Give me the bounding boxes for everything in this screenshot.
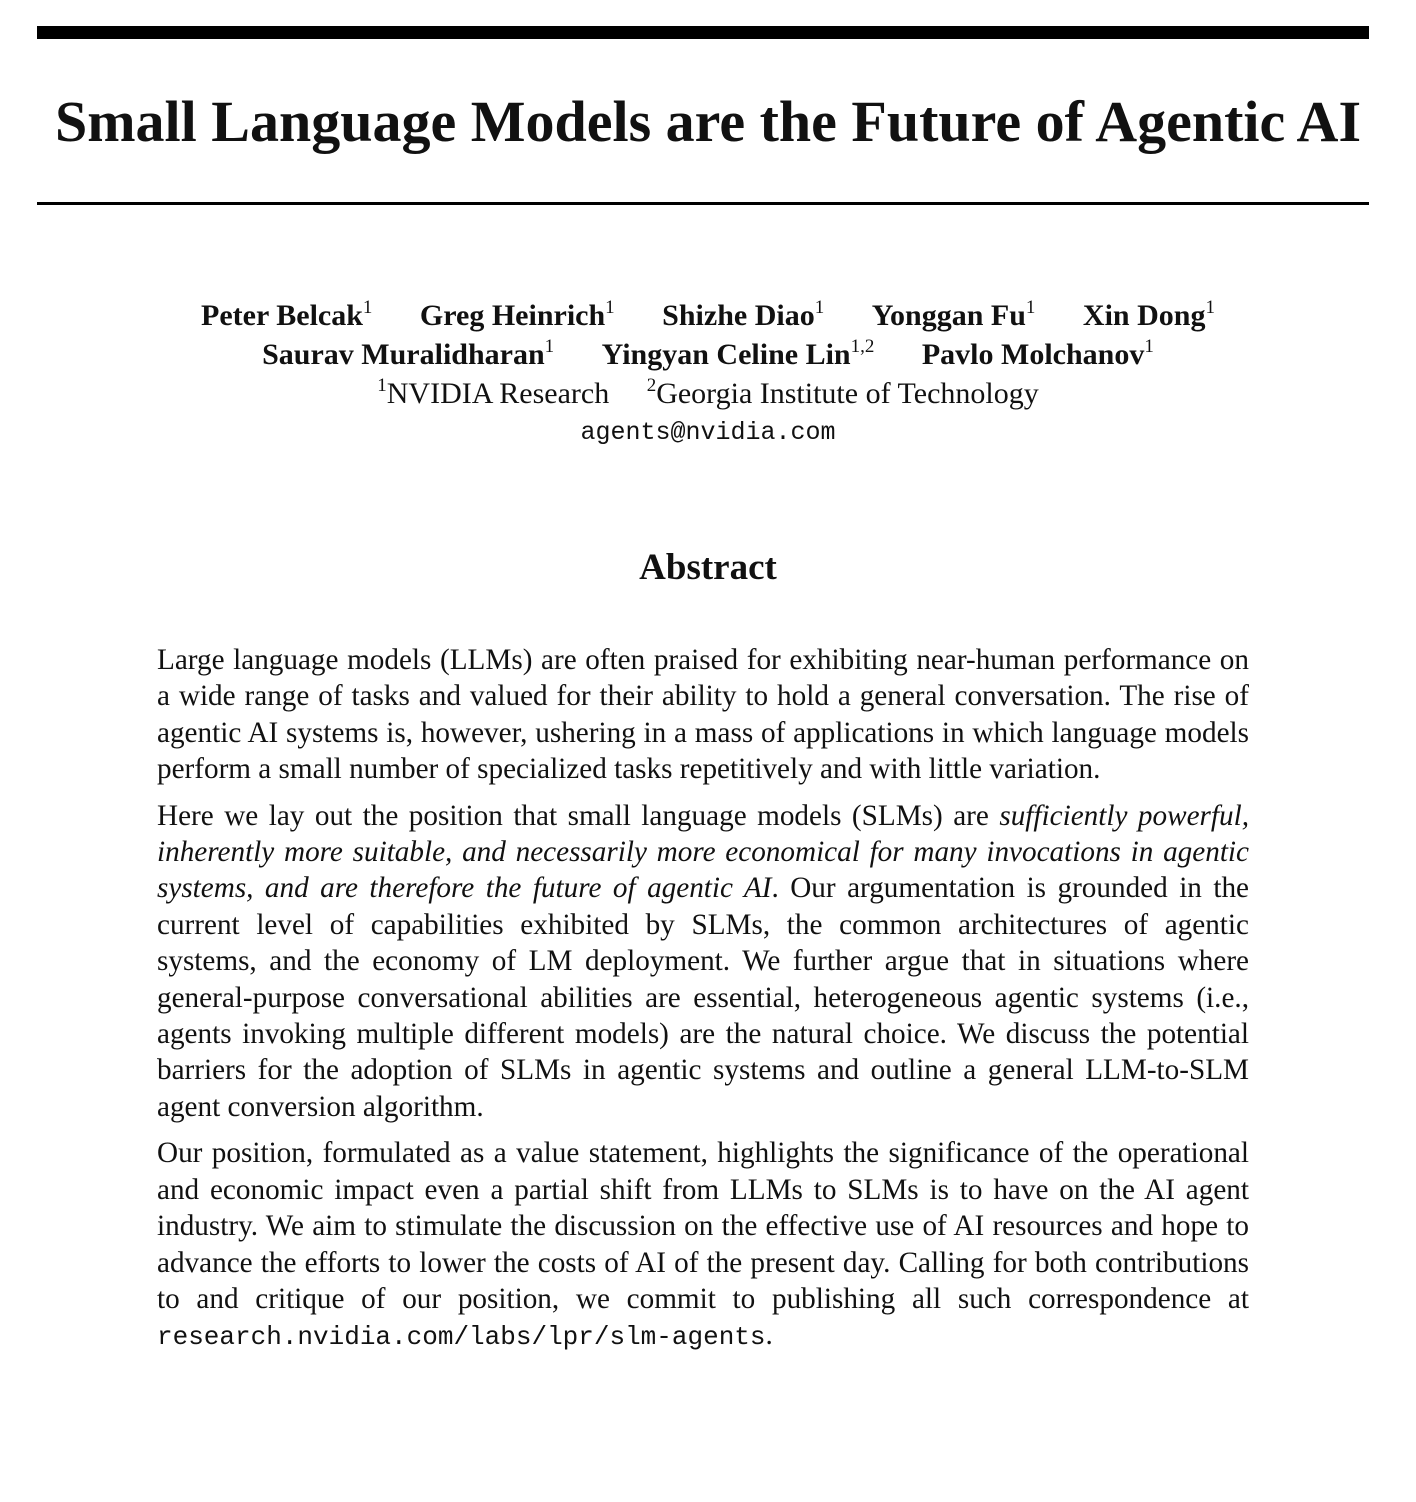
paper-title: Small Language Models are the Future of Agentic AI <box>54 89 1362 154</box>
affiliation: $^1$NVIDIA Research <box>377 375 610 410</box>
top-rule <box>37 26 1369 39</box>
author: Xin Dong$^1$ <box>1082 297 1215 332</box>
author: Peter Belcak$^1$ <box>201 297 373 332</box>
author-line-1 <box>0 296 1416 335</box>
author: Pavlo Molchanov$^1$ <box>921 336 1154 371</box>
author: Yonggan Fu$^1$ <box>871 297 1036 332</box>
abstract-paragraph-3: Our position, formulated as a value statement, highlights the significance of the operational and economic impact even a partial shift from LLMs to SLMs is to have on the AI agent industry. We aim to stimulate the discussion on the effective use of AI resources and hope to advance the efforts to lower the costs of AI of the present day. Calling for both contributions to and critique of our position, we commit to publishing all such correspondence at research.nvidia.com/labs/lpr/slm-agents. <box>157 1137 1249 1353</box>
affiliations <box>0 374 1416 413</box>
author-line-2 <box>0 335 1416 374</box>
abstract-paragraph-2: Here we lay out the position that small language models (SLMs) are sufficiently powerful, inherently more suitable, and necessarily more economical for many invocations in agentic systems, and are therefore the future of agentic AI. Our argumentation is grounded in the current level of capabilities exhibited by SLMs, the common architectures of agentic systems, and the economy of LM deployment. We further argue that in situations where general-purpose conversational abilities are essential, heterogeneous agentic systems (i.e., agents invoking multiple different models) are the natural choice. We discuss the potential barriers for the adoption of SLMs in agentic systems and outline a general LLM-to-SLM agent conversion algorithm. <box>157 799 1250 1123</box>
abstract-heading: Abstract <box>639 547 777 588</box>
project-url-link[interactable]: research.nvidia.com/labs/lpr/slm-agents <box>157 1322 766 1353</box>
abstract-body <box>157 642 1249 1366</box>
author-block <box>0 296 1416 452</box>
contact-email[interactable]: agents@nvidia.com <box>580 418 836 447</box>
abstract-paragraph-1: Large language models (LLMs) are often praised for exhibiting near-human performance on a wide range of tasks and valued for their ability to hold a general conversation. The rise of agentic AI systems is, however, ushering in a mass of applications in which language models perform a small number of specialized tasks repetitively and with little variation. <box>157 644 1249 786</box>
author: Saurav Muralidharan$^1$ <box>262 336 555 371</box>
position-statement: sufficiently powerful, inherently more suitable, and necessarily more economical for many invocations in agentic systems, and are therefore the future of agentic AI <box>157 799 1249 905</box>
author: Yingyan Celine Lin$^{1,2}$ <box>601 336 875 371</box>
affiliation: $^2$Georgia Institute of Technology <box>646 375 1039 410</box>
author: Greg Heinrich$^1$ <box>419 297 615 332</box>
title-underline-rule <box>37 202 1369 205</box>
author: Shizhe Diao$^1$ <box>662 297 825 332</box>
